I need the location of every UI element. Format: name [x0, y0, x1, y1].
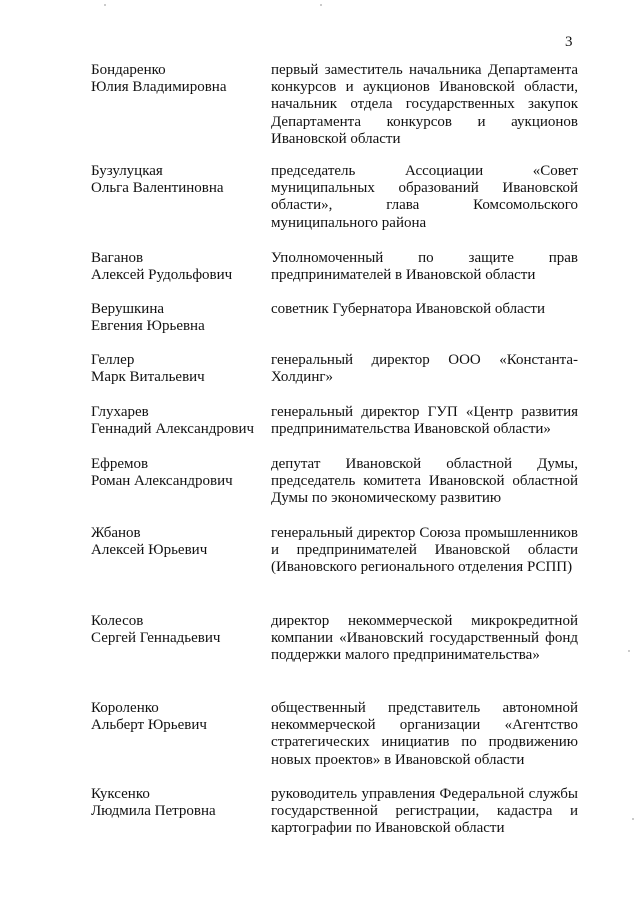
- surname: Колесов: [91, 613, 144, 629]
- surname: Бузулуцкая: [91, 163, 163, 179]
- position-text: генеральный директор ООО «Константа-Холдинг»: [271, 352, 578, 386]
- person-name: [91, 700, 266, 734]
- given-names: Сергей Геннадьевич: [91, 630, 221, 647]
- position-text: руководитель управления Федеральной службы государственной регистрации, кадастра и картографии по Ивановской области: [271, 786, 578, 837]
- position-text: советник Губернатора Ивановской области: [271, 301, 546, 317]
- person-name: [91, 525, 266, 559]
- person-name: [91, 352, 266, 386]
- position-text: председатель Ассоциации «Совет муниципальных образований Ивановской области», глава Комсомольского муниципального района: [271, 163, 578, 231]
- given-names: Роман Александрович: [91, 473, 233, 490]
- position-text: директор некоммерческой микрокредитной компании «Ивановский государственный фонд поддержки малого предпринимательства»: [271, 613, 578, 664]
- given-names: Альберт Юрьевич: [91, 717, 207, 734]
- person-name: [91, 456, 266, 490]
- surname: Бондаренко: [91, 62, 166, 78]
- given-names: Евгения Юрьевна: [91, 318, 205, 335]
- scan-speck: [320, 4, 322, 6]
- surname: Геллер: [91, 352, 135, 368]
- person-name: [91, 301, 266, 335]
- surname: Жбанов: [91, 525, 141, 541]
- person-name: [91, 613, 266, 647]
- surname: Куксенко: [91, 786, 150, 802]
- given-names: Людмила Петровна: [91, 803, 216, 820]
- person-name: [91, 786, 266, 820]
- surname: Ваганов: [91, 250, 144, 266]
- given-names: Юлия Владимировна: [91, 79, 227, 96]
- person-name: [91, 163, 266, 197]
- surname: Глухарев: [91, 404, 149, 420]
- surname: Ефремов: [91, 456, 149, 472]
- surname: Короленко: [91, 700, 159, 716]
- position-text: генеральный директор Союза промышленников и предпринимателей Ивановской области (Ивановского регионального отделения РСПП): [271, 525, 578, 576]
- position-text: генеральный директор ГУП «Центр развития предпринимательства Ивановской области»: [271, 404, 578, 438]
- surname: Верушкина: [91, 301, 165, 317]
- given-names: Алексей Юрьевич: [91, 542, 208, 559]
- page-number: 3: [565, 34, 573, 50]
- position-text: первый заместитель начальника Департамента конкурсов и аукционов Ивановской области, начальник отдела государственных закупок Департамента конкурсов и аукционов Ивановской области: [271, 62, 578, 147]
- given-names: Геннадий Александрович: [91, 421, 255, 438]
- position-text: Уполномоченный по защите прав предпринимателей в Ивановской области: [271, 250, 578, 284]
- given-names: Алексей Рудольфович: [91, 267, 233, 284]
- position-text: депутат Ивановской областной Думы, председатель комитета Ивановской областной Думы по экономическому развитию: [271, 456, 578, 507]
- position-text: общественный представитель автономной некоммерческой организации «Агентство стратегических инициатив по продвижению новых проектов» в Ивановской области: [271, 700, 578, 768]
- person-name: [91, 250, 266, 284]
- person-name: [91, 62, 266, 96]
- scan-speck: [104, 4, 106, 6]
- person-name: [91, 404, 266, 438]
- given-names: Марк Витальевич: [91, 369, 205, 386]
- given-names: Ольга Валентиновна: [91, 180, 224, 197]
- scan-speck: [628, 650, 630, 652]
- scan-speck: [632, 818, 634, 820]
